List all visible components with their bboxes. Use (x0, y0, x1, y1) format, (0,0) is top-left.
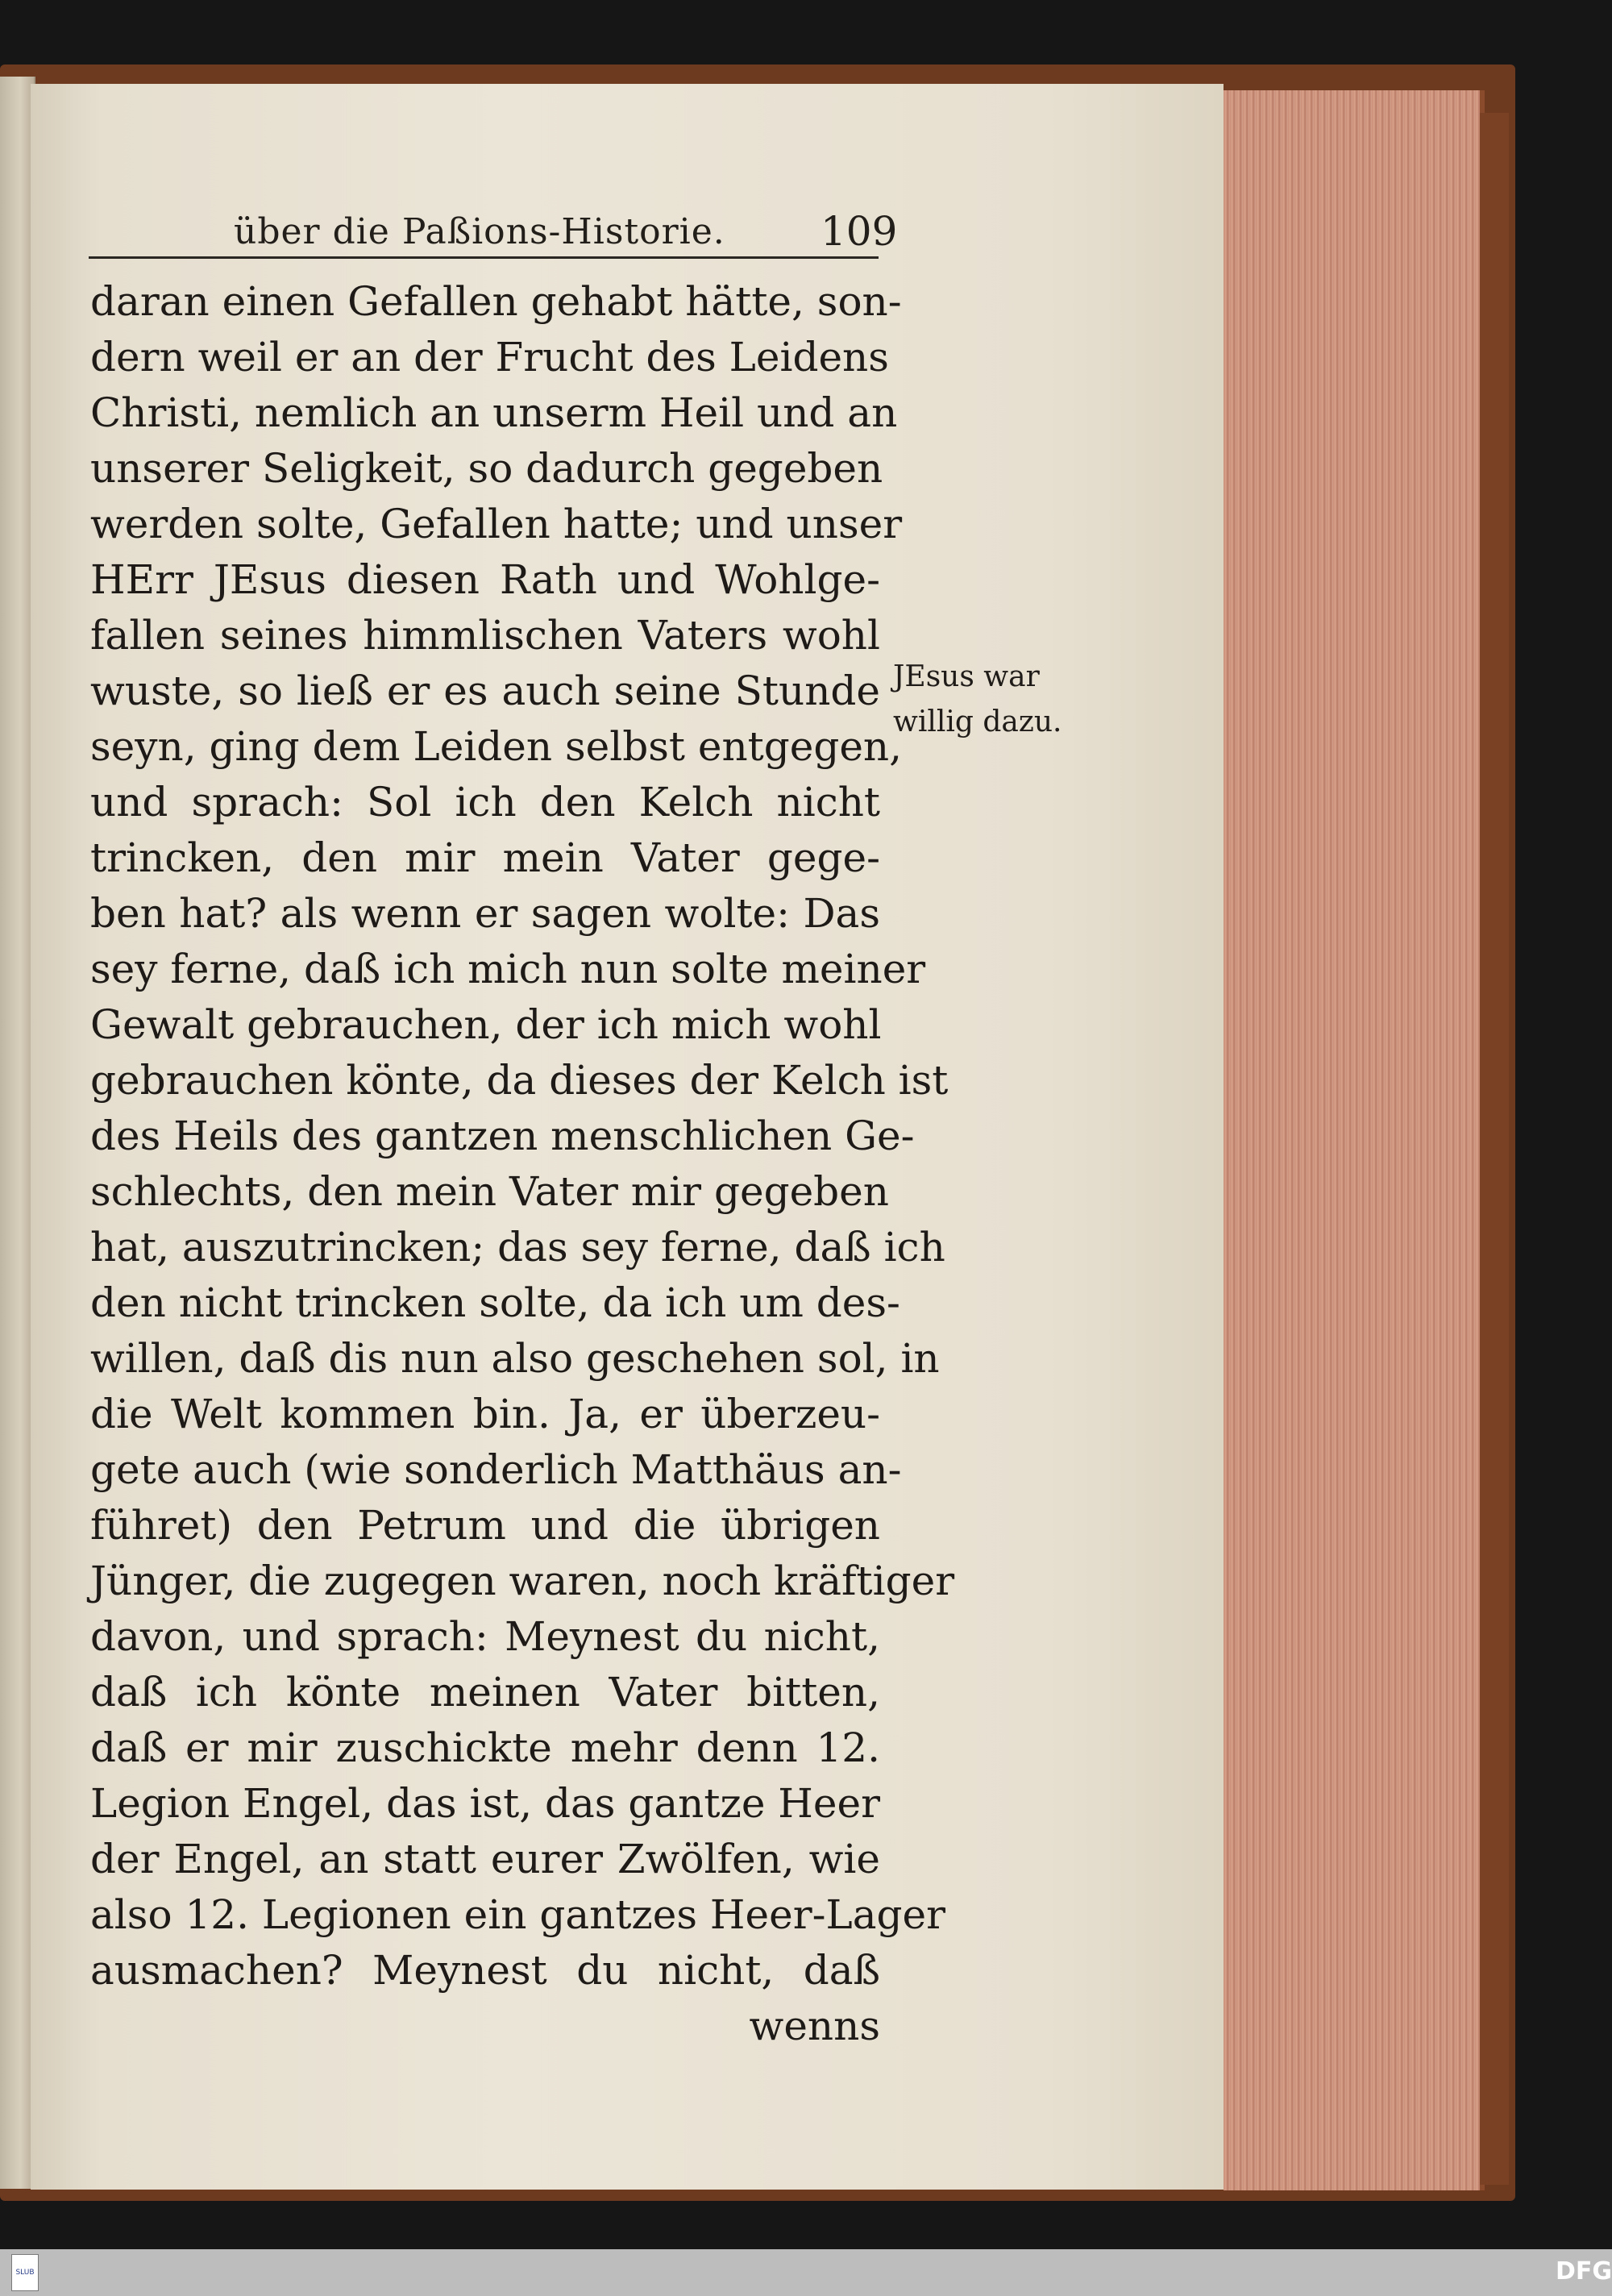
text-line: HErr JEsus diesen Rath und Wohlge- (90, 556, 880, 603)
marginal-note-line: willig dazu. (893, 705, 1062, 738)
viewer-footer-bar (0, 2249, 1612, 2296)
catchword: wenns (749, 2003, 880, 2049)
text-line: wuste, so ließ er es auch seine Stunde (90, 668, 880, 714)
library-logo[interactable]: SLUB (11, 2254, 39, 2291)
page-number: 109 (821, 208, 898, 255)
text-line: die Welt kommen bin. Ja, er überzeu- (90, 1391, 880, 1437)
text-line: führet) den Petrum und die übrigen (90, 1502, 880, 1549)
text-line: ben hat? als wenn er sagen wolte: Das (90, 890, 880, 937)
text-line: unserer Seligkeit, so dadurch gegeben (90, 445, 883, 492)
text-line: gete auch (wie sonderlich Matthäus an- (90, 1446, 902, 1493)
text-line: hat, auszutrincken; das sey ferne, daß ich (90, 1224, 945, 1271)
text-line: davon, und sprach: Meynest du nicht, (90, 1613, 880, 1660)
page-block-edges (1224, 90, 1485, 2190)
text-line: seyn, ging dem Leiden selbst entgegen, (90, 723, 903, 770)
text-line: fallen seines himmlischen Vaters wohl (90, 612, 880, 659)
text-line: ausmachen? Meynest du nicht, daß (90, 1947, 880, 1994)
running-head: über die Paßions-Historie. (234, 211, 725, 252)
text-line: und sprach: Sol ich den Kelch nicht (90, 779, 880, 826)
text-line: Legion Engel, das ist, das gantze Heer (90, 1780, 880, 1827)
text-line: sey ferne, daß ich mich nun solte meiner (90, 946, 926, 992)
text-line: Jünger, die zugegen waren, noch kräftiger (90, 1558, 955, 1604)
text-line: daß ich könte meinen Vater bitten, (90, 1669, 880, 1716)
text-line: daß er mir zuschickte mehr denn 12. (90, 1724, 880, 1771)
cover-edge (1480, 113, 1509, 2185)
text-line: der Engel, an statt eurer Zwölfen, wie (90, 1836, 880, 1882)
marginal-note (893, 655, 1062, 745)
text-line: daran einen Gefallen gehabt hätte, son- (90, 278, 902, 325)
dfg-logo[interactable]: DFG (1556, 2257, 1612, 2286)
text-line: schlechts, den mein Vater mir gegeben (90, 1168, 889, 1215)
text-line: trincken, den mir mein Vater gege- (90, 834, 880, 881)
text-line: Gewalt gebrauchen, der ich mich wohl (90, 1001, 882, 1048)
body-text (90, 274, 955, 2054)
text-line: Christi, nemlich an unserm Heil und an (90, 389, 898, 436)
text-line: dern weil er an der Frucht des Leidens (90, 334, 889, 381)
text-line: den nicht trincken solte, da ich um des- (90, 1279, 900, 1326)
text-line: werden solte, Gefallen hatte; und unser (90, 501, 903, 547)
marginal-note-line: JEsus war (893, 660, 1040, 693)
text-line: gebrauchen könte, da dieses der Kelch ist (90, 1057, 949, 1104)
text-line: also 12. Legionen ein gantzes Heer-Lager (90, 1891, 946, 1938)
text-line: des Heils des gantzen menschlichen Ge- (90, 1113, 915, 1159)
text-line: willen, daß dis nun also geschehen sol, in (90, 1335, 940, 1382)
header-rule (89, 256, 879, 259)
